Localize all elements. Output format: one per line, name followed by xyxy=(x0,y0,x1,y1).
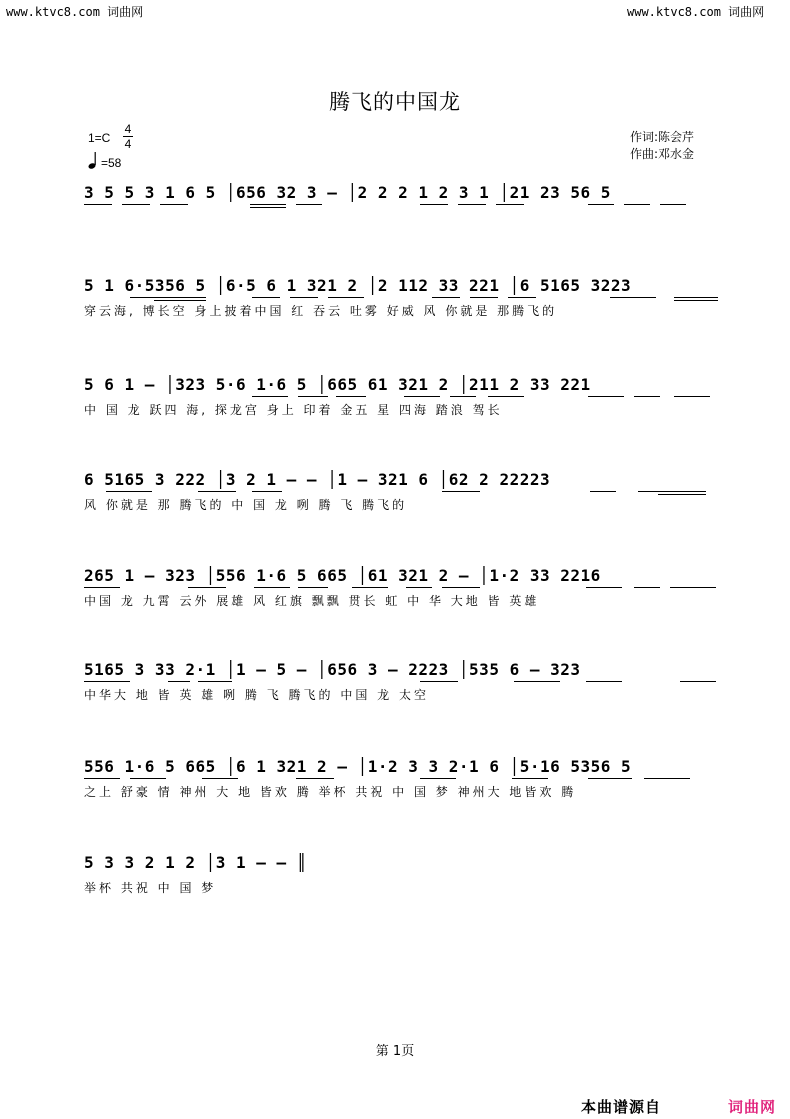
time-signature xyxy=(123,123,133,150)
notes-row-1: 3 5 5 3 1 6 5 │656 32 3 – │2 2 2 1 2 3 1 │21 23 56 5 xyxy=(84,183,611,202)
notes-row-3: 5 6 1 – │323 5·6 1·6 5 │665 61 321 2 │211 2 33 221 xyxy=(84,375,591,394)
quarter-note-icon xyxy=(88,150,100,170)
lyrics-row-5: 中国 龙 九霄 云外 展雄 风 红旗 飘飘 贯长 虹 中 华 大地 皆 英雄 xyxy=(84,594,540,608)
notes-row-8: 5 3 3 2 1 2 │3 1 – – ║ xyxy=(84,853,307,872)
time-signature-top: 4 xyxy=(124,122,132,136)
notes-row-6: 5165 3 33 2·1 │1 – 5 – │656 3 – 2223 │535 6 – 323 xyxy=(84,660,581,679)
watermark-left: www.ktvc8.com 词曲网 xyxy=(6,5,144,19)
lyrics-row-6: 中华大 地 皆 英 雄 咧 腾 飞 腾飞的 中国 龙 太空 xyxy=(84,688,429,702)
watermark-right: www.ktvc8.com 词曲网 xyxy=(627,5,765,19)
tempo: =58 xyxy=(101,156,122,170)
notes-row-4: 6 5165 3 222 │3 2 1 – – │1 – 321 6 │62 2 22223 xyxy=(84,470,551,489)
source-brand-logo: 词曲网 xyxy=(728,1098,777,1116)
lyrics-row-7: 之上 舒豪 情 神州 大 地 皆欢 腾 举杯 共祝 中 国 梦 神州大 地皆欢 腾 xyxy=(84,785,577,799)
lyrics-row-8: 举杯 共祝 中 国 梦 xyxy=(84,881,217,895)
notes-row-2: 5 1 6·5356 5 │6·5 6 1 321 2 │2 112 33 221 │6 5165 3223 xyxy=(84,276,632,295)
key-signature: 1=C xyxy=(88,131,111,145)
lyrics-row-3: 中 国 龙 跃四 海, 探龙宫 身上 印着 金五 星 四海 踏浪 驾长 xyxy=(84,403,503,417)
page-number: 第 1页 xyxy=(375,1044,415,1059)
notes-row-5: 265 1 – 323 │556 1·6 5 665 │61 321 2 – │1·2 33 2216 xyxy=(84,566,601,585)
composer: 作曲:邓水金 xyxy=(630,147,695,161)
notes-row-7: 556 1·6 5 665 │6 1 321 2 – │1·2 3 3 2·1 6 │5·16 5356 5 xyxy=(84,757,632,776)
song-title: 腾飞的中国龙 xyxy=(329,90,461,114)
time-signature-bottom: 4 xyxy=(124,137,132,151)
lyrics-row-4: 风 你就是 那 腾飞的 中 国 龙 咧 腾 飞 腾飞的 xyxy=(84,498,408,512)
lyrics-row-2: 穿云海, 博长空 身上披着中国 红 吞云 吐雾 好威 风 你就是 那腾飞的 xyxy=(84,304,558,318)
lyricist: 作词:陈会芹 xyxy=(630,130,695,144)
source-label: 本曲谱源自 xyxy=(581,1098,662,1116)
